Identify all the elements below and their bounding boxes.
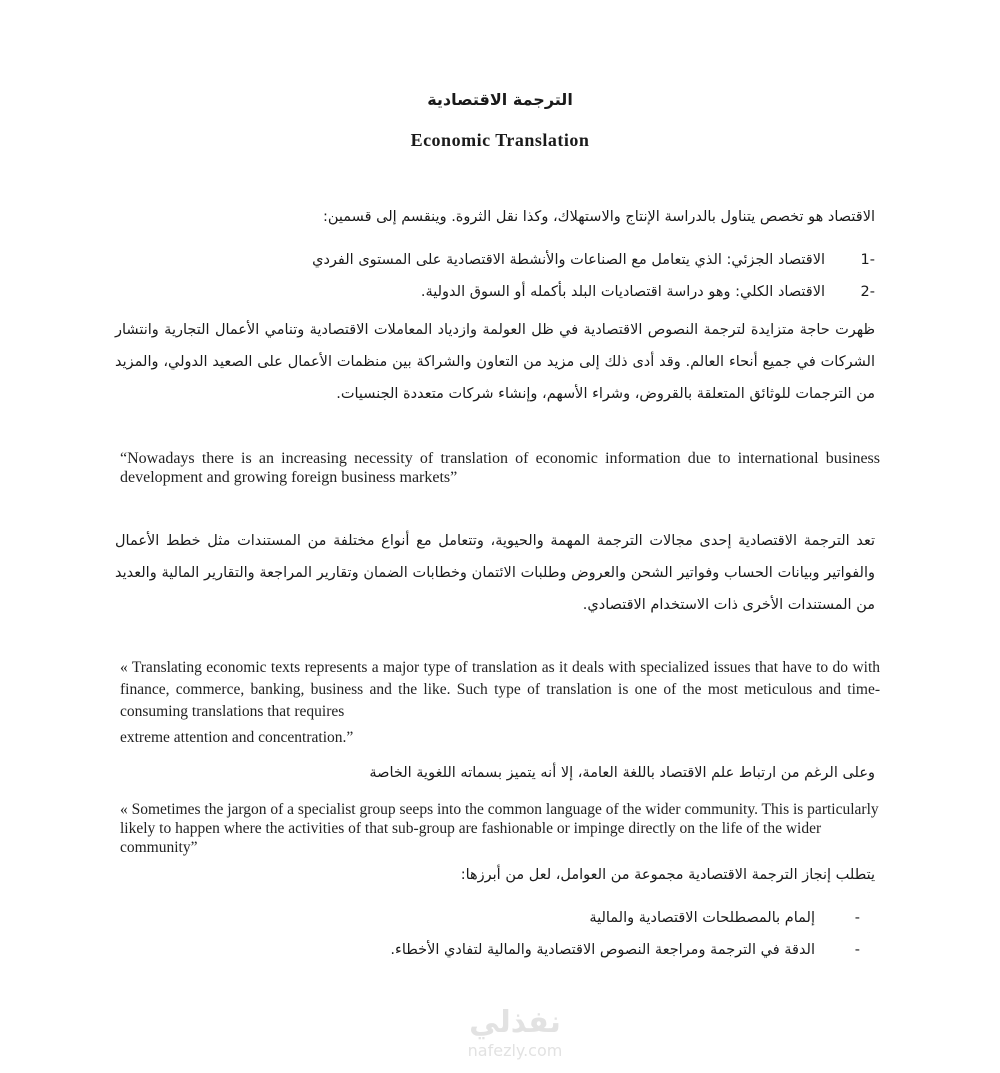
requirements-list <box>360 902 860 966</box>
bullet-dash: - <box>854 942 860 958</box>
list-item <box>115 276 875 308</box>
list-item <box>115 244 875 276</box>
list-text: الاقتصاد الجزئي: الذي يتعامل مع الصناعات والأنشطة الاقتصادية على المستوى الفردي <box>312 252 825 268</box>
title-english: Economic Translation <box>410 130 590 150</box>
quote-main-text: « Translating economic texts represents a major type of translation as it deals with specialized issues that have to do with finance, commerce, banking, business and the like. Such type of translation is one of the most meticulous and time-consuming translations that requires <box>120 659 880 720</box>
paragraph-globalization: ظهرت حاجة متزايدة لترجمة النصوص الاقتصادية في ظل العولمة وازدياد المعاملات الاقتصادية وتنامي الأعمال التجارية وانتشار الشركات في جميع أنحاء العالم. وقد أدى ذلك إلى مزيد من التعاون والشراكة بين منظمات الأعمال على الصعيد الدولي، والمزيد من الترجمات للوثائق المتعلقة بالقروض، وشراء الأسهم، وإنشاء شركات متعددة الجنسيات. <box>115 322 875 402</box>
paragraph-requirements-intro: يتطلب إنجاز الترجمة الاقتصادية مجموعة من العوامل، لعل من أبرزها: <box>460 867 875 883</box>
quote-necessity: “Nowadays there is an increasing necessity of translation of economic information due to international business development and growing foreign business markets” <box>120 450 880 486</box>
list-text: الدقة في الترجمة ومراجعة النصوص الاقتصادية والمالية لتفادي الأخطاء. <box>390 942 815 958</box>
bullet-dash: - <box>854 910 860 926</box>
list-number: 1- <box>860 252 875 268</box>
quote-translating-economic-texts <box>120 657 880 753</box>
paragraph-document-types: تعد الترجمة الاقتصادية إحدى مجالات الترجمة المهمة والحيوية، وتتعامل مع أنواع مختلفة من المستندات مثل خطط الأعمال والفواتير وبيانات الحساب وفواتير الشحن والعروض وطلبات الائتمان وخطابات الضمان وتقارير المراجعة والتقارير المالية والعديد من المستندات الأخرى ذات الاستخدام الاقتصادي. <box>115 533 875 613</box>
quote-last-line: extreme attention and concentration.” <box>120 729 354 746</box>
paragraph-linguistic-features: وعلى الرغم من ارتباط علم الاقتصاد باللغة العامة، إلا أنه يتميز بسماته اللغوية الخاصة <box>369 765 875 781</box>
watermark-brand: نفذلي <box>469 1005 561 1040</box>
title-arabic: الترجمة الاقتصادية <box>427 90 573 109</box>
list-text: الاقتصاد الكلي: وهو دراسة اقتصاديات البلد بأكمله أو السوق الدولية. <box>420 284 825 300</box>
list-number: 2- <box>860 284 875 300</box>
list-item <box>360 934 860 966</box>
list-item <box>360 902 860 934</box>
list-text: إلمام بالمصطلحات الاقتصادية والمالية <box>589 910 815 926</box>
watermark-logo <box>440 1005 590 1061</box>
watermark-domain: nafezly.com <box>467 1041 563 1060</box>
economics-divisions-list <box>115 244 875 308</box>
quote-jargon: « Sometimes the jargon of a specialist group seeps into the common language of the wider community. This is particularly likely to happen where the activities of that sub-group are fashionable or impinge directly on the life of the wider community” <box>120 801 879 856</box>
intro-paragraph: الاقتصاد هو تخصص يتناول بالدراسة الإنتاج والاستهلاك، وكذا نقل الثروة. وينقسم إلى قسمين: <box>322 209 875 225</box>
